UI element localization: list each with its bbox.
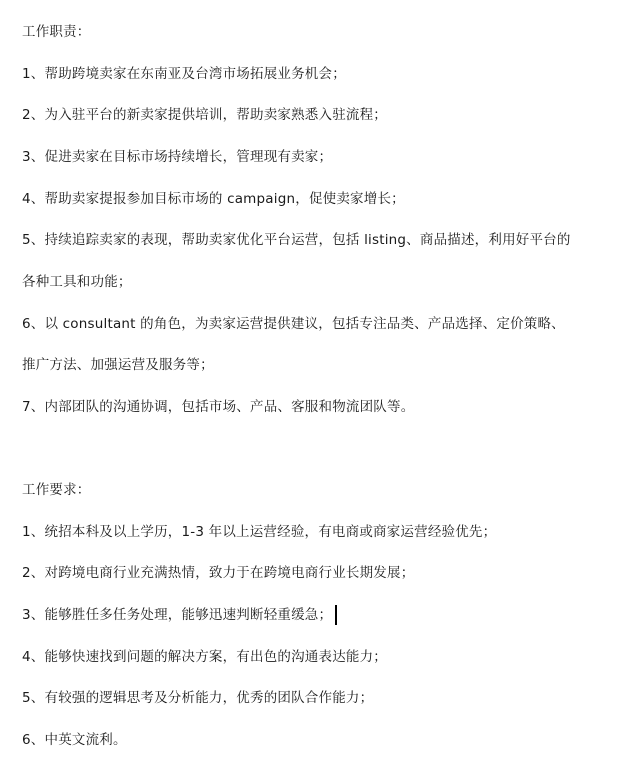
duties-heading: 工作职责： <box>22 24 91 40</box>
requirement-item-with-cursor[interactable] <box>22 605 337 625</box>
duty-item: 1、帮助跨境卖家在东南亚及台湾市场拓展业务机会； <box>22 66 346 82</box>
text-cursor <box>335 605 337 625</box>
duty-item: 3、促进卖家在目标市场持续增长，管理现有卖家； <box>22 149 333 165</box>
duty-item-continued: 推广方法、加强运营及服务等； <box>22 357 214 373</box>
requirement-item: 5、有较强的逻辑思考及分析能力，优秀的团队合作能力； <box>22 690 374 706</box>
duty-item: 7、内部团队的沟通协调，包括市场、产品、客服和物流团队等。 <box>22 399 415 415</box>
requirement-item: 4、能够快速找到问题的解决方案，有出色的沟通表达能力； <box>22 649 387 665</box>
duty-item: 4、帮助卖家提报参加目标市场的 campaign，促使卖家增长； <box>22 191 405 207</box>
requirement-item: 2、对跨境电商行业充满热情，致力于在跨境电商行业长期发展； <box>22 565 415 581</box>
duty-item: 5、持续追踪卖家的表现，帮助卖家优化平台运营，包括 listing、商品描述，利用好平台的 <box>22 232 571 248</box>
duty-item-continued: 各种工具和功能； <box>22 274 132 290</box>
requirement-item: 6、中英文流利。 <box>22 732 127 748</box>
duty-item: 6、以 consultant 的角色，为卖家运营提供建议，包括专注品类、产品选择、定价策略、 <box>22 316 565 332</box>
requirement-item-text: 3、能够胜任多任务处理，能够迅速判断轻重缓急； <box>22 607 333 623</box>
requirement-item: 1、统招本科及以上学历，1-3 年以上运营经验，有电商或商家运营经验优先； <box>22 524 497 540</box>
duty-item: 2、为入驻平台的新卖家提供培训，帮助卖家熟悉入驻流程； <box>22 107 387 123</box>
requirements-heading: 工作要求： <box>22 482 91 498</box>
